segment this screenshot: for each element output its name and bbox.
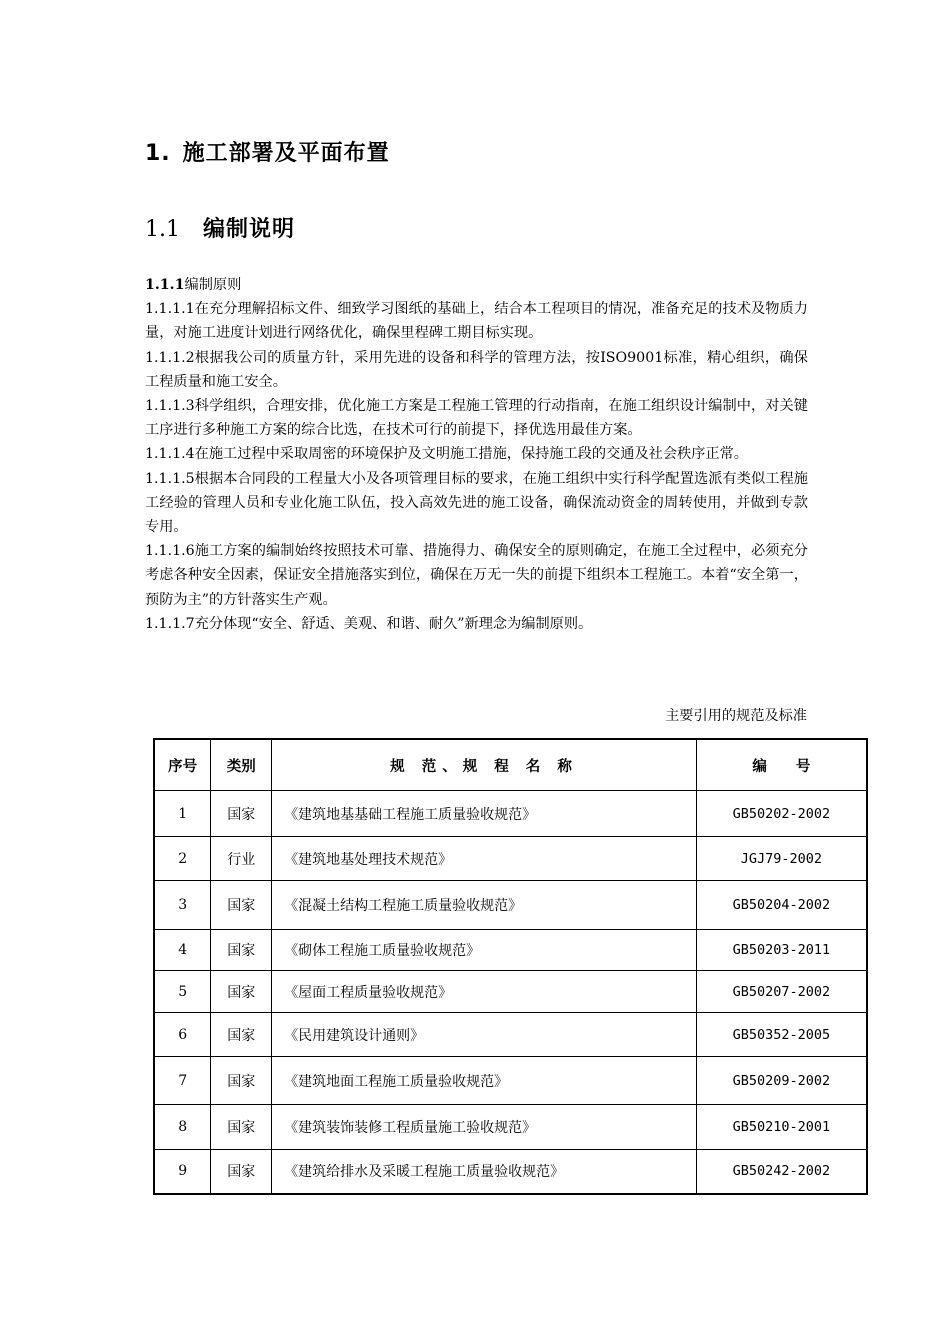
row-name: 《建筑地基基础工程施工质量验收规范》: [272, 791, 697, 837]
row-name: 《混凝土结构工程施工质量验收规范》: [272, 881, 697, 930]
row-code: GB50242-2002: [696, 1150, 867, 1194]
heading-2-number: 1.1: [145, 217, 180, 242]
section-3-number: 1.1.1: [145, 277, 185, 293]
row-no: 4: [154, 930, 211, 971]
table-row: [154, 881, 867, 930]
row-code: GB50202-2002: [696, 791, 867, 837]
row-no: 6: [154, 1013, 211, 1057]
heading-1: [145, 136, 390, 167]
row-code: JGJ79-2002: [696, 837, 867, 881]
row-code: GB50209-2002: [696, 1057, 867, 1105]
row-name: 《民用建筑设计通则》: [272, 1013, 697, 1057]
row-name: 《建筑地面工程施工质量验收规范》: [272, 1057, 697, 1105]
row-code: GB50207-2002: [696, 971, 867, 1013]
heading-1-number: 1.: [145, 141, 171, 166]
row-type: 国家: [211, 1057, 272, 1105]
paragraph-3: 1.1.1.3科学组织，合理安排，优化施工方案是工程施工管理的行动指南，在施工组织设计编制中，对关键工序进行多种施工方案的综合比选，在技术可行的前提下，择优选用最佳方案。: [145, 398, 808, 439]
section-3-title: 编制原则: [184, 277, 242, 293]
header-code: 编 号: [696, 739, 867, 791]
row-no: 2: [154, 837, 211, 881]
row-code: GB50203-2011: [696, 930, 867, 971]
heading-2-title: 编制说明: [203, 217, 296, 242]
table-row: [154, 1105, 867, 1150]
row-type: 国家: [211, 930, 272, 971]
row-type: 国家: [211, 1105, 272, 1150]
section-3-heading: [145, 273, 808, 297]
table-row: [154, 791, 867, 837]
row-code: GB50204-2002: [696, 881, 867, 930]
row-no: 7: [154, 1057, 211, 1105]
row-code: GB50210-2001: [696, 1105, 867, 1150]
paragraph-4: 1.1.1.4在施工过程中采取周密的环境保护及文明施工措施，保持施工段的交通及社会秩序正常。: [145, 446, 748, 463]
paragraph-7: 1.1.1.7充分体现“安全、舒适、美观、和谐、耐久”新理念为编制原则。: [145, 615, 593, 632]
row-code: GB50352-2005: [696, 1013, 867, 1057]
table-caption: 主要引用的规范及标准: [665, 708, 807, 724]
row-name: 《建筑地基处理技术规范》: [272, 837, 697, 881]
header-type: 类别: [211, 739, 272, 791]
row-name: 《建筑装饰装修工程质量施工验收规范》: [272, 1105, 697, 1150]
header-name: 规 范、规 程 名 称: [272, 739, 697, 791]
row-no: 5: [154, 971, 211, 1013]
heading-1-title: 施工部署及平面布置: [182, 141, 390, 166]
row-type: 国家: [211, 1013, 272, 1057]
row-type: 国家: [211, 881, 272, 930]
row-no: 8: [154, 1105, 211, 1150]
row-type: 国家: [211, 791, 272, 837]
row-type: 国家: [211, 971, 272, 1013]
row-name: 《屋面工程质量验收规范》: [272, 971, 697, 1013]
row-type: 国家: [211, 1150, 272, 1194]
row-type: 行业: [211, 837, 272, 881]
table-row: [154, 1057, 867, 1105]
row-no: 1: [154, 791, 211, 837]
row-name: 《建筑给排水及采暖工程施工质量验收规范》: [272, 1150, 697, 1194]
paragraph-1: 1.1.1.1在充分理解招标文件、细致学习图纸的基础上，结合本工程项目的情况，准备充足的技术及物质力量，对施工进度计划进行网络优化，确保里程碑工期目标实现。: [145, 301, 808, 342]
heading-2: [145, 212, 295, 243]
paragraph-2: 1.1.1.2根据我公司的质量方针，采用先进的设备和科学的管理方法，按ISO9001标准，精心组织，确保工程质量和施工安全。: [145, 349, 808, 390]
table-row: [154, 1013, 867, 1057]
header-no: 序号: [154, 739, 211, 791]
standards-table: [153, 738, 868, 1195]
row-name: 《砌体工程施工质量验收规范》: [272, 930, 697, 971]
row-no: 3: [154, 881, 211, 930]
paragraph-6: 1.1.1.6施工方案的编制始终按照技术可靠、措施得力、确保安全的原则确定，在施工全过程中，必须充分考虑各种安全因素，保证安全措施落实到位，确保在万无一失的前提下组织本工程施工。本着“安全第一，预防为主”的方针落实生产观。: [145, 543, 808, 608]
table-row: [154, 930, 867, 971]
table-row: [154, 1150, 867, 1194]
row-no: 9: [154, 1150, 211, 1194]
table-row: [154, 971, 867, 1013]
table-row: [154, 837, 867, 881]
paragraph-5: 1.1.1.5根据本合同段的工程量大小及各项管理目标的要求，在施工组织中实行科学配置选派有类似工程施工经验的管理人员和专业化施工队伍，投入高效先进的施工设备，确保流动资金的周转使用，并做到专款专用。: [145, 470, 808, 536]
table-header-row: [154, 739, 867, 791]
body-text: [145, 273, 808, 636]
